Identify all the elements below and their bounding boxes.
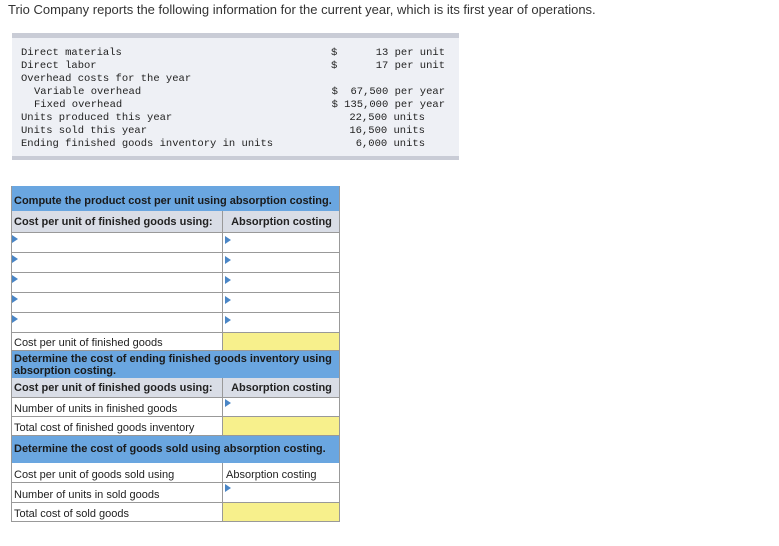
dollar-sign: $ bbox=[331, 60, 338, 72]
section1-subheader bbox=[11, 211, 340, 233]
units-finished-input[interactable] bbox=[222, 398, 340, 416]
col-a-cell bbox=[11, 463, 222, 482]
section3-col-a: Cost per unit of goods sold using bbox=[14, 469, 175, 481]
info-row-fixed-overhead bbox=[12, 99, 459, 112]
cost-item-select[interactable] bbox=[11, 233, 222, 252]
section3-title: Determine the cost of goods sold using absorption costing. bbox=[11, 436, 340, 463]
info-label: Direct materials bbox=[21, 47, 122, 59]
total-label-cell bbox=[11, 333, 222, 350]
info-row-units-sold bbox=[12, 125, 459, 138]
form-left-border bbox=[11, 186, 12, 522]
info-row-variable-overhead bbox=[12, 86, 459, 99]
total-label: Total cost of finished goods inventory bbox=[14, 422, 195, 434]
section1-col-b: Absorption costing bbox=[222, 211, 340, 232]
section1-input-row-3 bbox=[11, 273, 340, 293]
section1-input-row-1 bbox=[11, 233, 340, 253]
info-value: 16,500 units bbox=[349, 125, 425, 137]
section2-col-b: Absorption costing bbox=[222, 378, 340, 397]
info-value: 6,000 units bbox=[355, 138, 425, 150]
section3-subheader bbox=[11, 463, 340, 483]
problem-intro: Trio Company reports the following information for the current year, which is its first year of operations. bbox=[8, 2, 596, 17]
section2-row-total bbox=[11, 417, 340, 436]
info-value: $ 135,000 per year bbox=[331, 99, 445, 111]
info-value: 17 per unit bbox=[375, 60, 445, 72]
info-row-units-produced bbox=[12, 112, 459, 125]
section3-row-total bbox=[11, 503, 340, 522]
section2-row-units bbox=[11, 398, 340, 417]
units-label-cell bbox=[11, 398, 222, 416]
section1-title: Compute the product cost per unit using absorption costing. bbox=[11, 186, 340, 211]
info-label: Fixed overhead bbox=[34, 99, 123, 111]
info-label: Units produced this year bbox=[21, 112, 173, 124]
info-label: Variable overhead bbox=[34, 86, 142, 98]
cost-item-select[interactable] bbox=[11, 273, 222, 292]
col-b-cell bbox=[222, 463, 340, 482]
finished-goods-total-input[interactable] bbox=[222, 417, 340, 435]
info-label: Ending finished goods inventory in units bbox=[21, 138, 274, 150]
section3-row-units bbox=[11, 483, 340, 503]
dollar-sign: $ bbox=[331, 47, 338, 59]
total-label: Total cost of sold goods bbox=[14, 508, 129, 520]
info-row-overhead-heading bbox=[12, 73, 459, 86]
info-value: 22,500 units bbox=[349, 112, 425, 124]
total-label: Cost per unit of finished goods bbox=[14, 337, 163, 349]
cost-item-select[interactable] bbox=[11, 313, 222, 332]
info-label: Overhead costs for the year bbox=[21, 73, 192, 85]
section1-input-row-2 bbox=[11, 253, 340, 273]
cost-amount-input[interactable] bbox=[222, 273, 340, 292]
info-label: Direct labor bbox=[21, 60, 97, 72]
units-label: Number of units in sold goods bbox=[14, 489, 160, 501]
info-value: 13 per unit bbox=[375, 47, 445, 59]
cost-per-unit-total-input[interactable] bbox=[222, 333, 340, 350]
units-sold-input[interactable] bbox=[222, 483, 340, 502]
cost-item-select[interactable] bbox=[11, 293, 222, 312]
sold-goods-total-input[interactable] bbox=[222, 503, 340, 521]
cost-amount-input[interactable] bbox=[222, 233, 340, 252]
cost-item-select[interactable] bbox=[11, 253, 222, 272]
info-label: Units sold this year bbox=[21, 125, 148, 137]
cost-amount-input[interactable] bbox=[222, 293, 340, 312]
section1-input-row-4 bbox=[11, 293, 340, 313]
total-label-cell bbox=[11, 417, 222, 435]
section2-title: Determine the cost of ending finished goods inventory using absorption costing. bbox=[11, 351, 340, 378]
cost-amount-input[interactable] bbox=[222, 253, 340, 272]
section2-col-a: Cost per unit of finished goods using: bbox=[14, 382, 213, 394]
info-table bbox=[12, 33, 459, 160]
info-value: $ 67,500 per year bbox=[331, 86, 445, 98]
total-label-cell bbox=[11, 503, 222, 521]
units-label-cell bbox=[11, 483, 222, 502]
info-row-ending-inventory bbox=[12, 138, 459, 151]
info-row-direct-materials bbox=[12, 47, 459, 60]
section1-total-row bbox=[11, 333, 340, 351]
info-row-direct-labor bbox=[12, 60, 459, 73]
cost-amount-input[interactable] bbox=[222, 313, 340, 332]
section1-input-row-5 bbox=[11, 313, 340, 333]
section3-col-b: Absorption costing bbox=[226, 469, 317, 481]
section1-col-a: Cost per unit of finished goods using: bbox=[14, 216, 213, 228]
units-label: Number of units in finished goods bbox=[14, 403, 178, 415]
form-right-border bbox=[339, 186, 340, 522]
section2-subheader bbox=[11, 378, 340, 398]
